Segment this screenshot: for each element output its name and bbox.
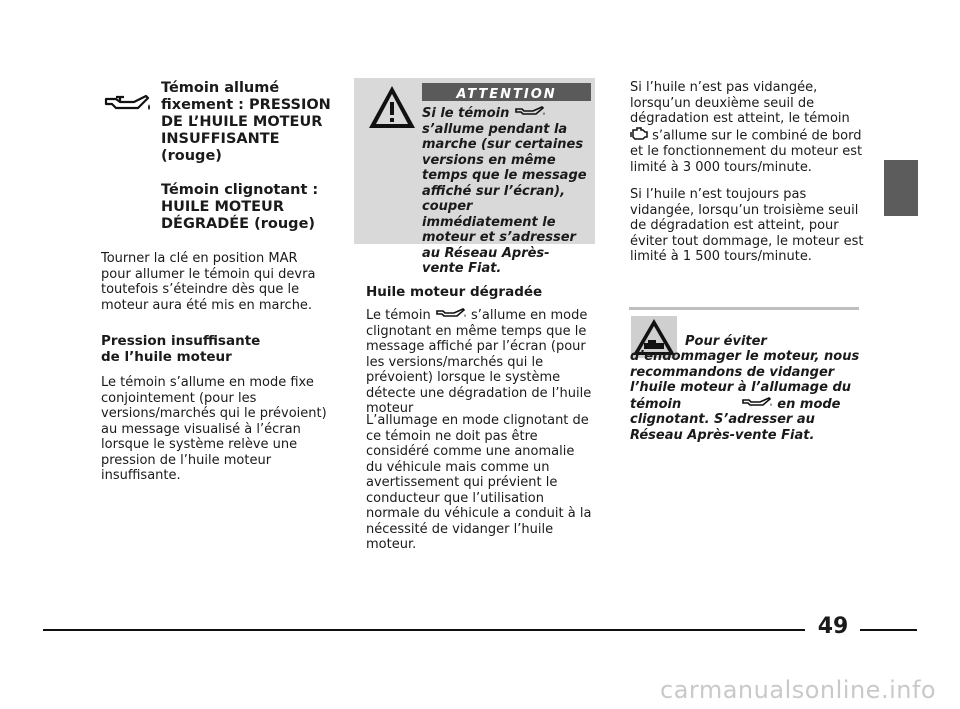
note-text-part1: Pour éviter d’endommager le moteur, nous recommandons de vidanger l’huile moteur à l’allumage du témoin <box>630 333 860 412</box>
attention-text-part1: Si le témoin <box>422 105 510 121</box>
blinking-light-heading: Témoin clignotant : HUILE MOTEUR DÉGRADÉE (rouge) <box>161 182 319 232</box>
second-threshold-paragraph <box>630 80 866 175</box>
attention-banner <box>422 83 591 101</box>
attention-label: ATTENTION <box>456 87 557 102</box>
degraded-oil-part1: Le témoin <box>366 307 431 323</box>
footer-rule-left <box>43 629 805 631</box>
page-number: 49 <box>817 614 849 639</box>
attention-text-part2: s’allume pendant la marche (sur certaines versions en même temps que le message affiché sur l’écran), couper immédiatement le moteur et s’adresser au Réseau Après-vente Fiat. <box>422 121 587 276</box>
second-threshold-part2: s’allume sur le combiné de bord et le fonctionnement du moteur est limité à 3 000 tours/minute. <box>630 127 863 175</box>
oil-can-icon <box>686 396 773 413</box>
intro-paragraph: Tourner la clé en position MAR pour allumer le témoin qui devra toutefois s’éteindre dès que le moteur aura été mis en marche. <box>101 251 316 313</box>
footer-rule-right <box>860 629 917 631</box>
section-tab <box>884 160 918 216</box>
attention-box <box>354 78 595 276</box>
oil-warning-light-icon <box>102 90 152 116</box>
note-text <box>630 318 862 443</box>
degraded-oil-heading: Huile moteur dégradée <box>366 284 543 300</box>
note-text-part2: en mode clignotant. S’adresser au Réseau Après-vente Fiat. <box>630 396 841 443</box>
oil-can-icon <box>435 307 467 324</box>
low-pressure-paragraph: Le témoin s’allume en mode fixe conjointement (pour les versions/marchés qui le prévoient) au message visualisé à l’écran lorsque le système relève une pression de l’huile moteur insuffisante. <box>101 375 327 483</box>
watermark: carmanualsonline.info <box>660 676 937 704</box>
second-threshold-part1: Si l’huile n’est pas vidangée, lorsqu’un deuxième seuil de dégradation est atteint, le témoin <box>630 80 850 126</box>
steady-light-heading: Témoin allumé fixement : PRESSION DE L’HUILE MOTEUR INSUFFISANTE (rouge) <box>161 80 331 164</box>
third-threshold-paragraph: Si l’huile n’est toujours pas vidangée, lorsqu’un troisième seuil de dégradation est atteint, pour éviter tout dommage, le moteur est limité à 1 500 tours/minute. <box>630 187 864 264</box>
note-divider <box>629 307 859 310</box>
blinking-explanation-paragraph: L’allumage en mode clignotant de ce témoin ne doit pas être considéré comme une anomalie du véhicule mais comme un avertissement qui prévient le conducteur que l’utilisation normale du véhicule a conduit à la nécessité de vidanger l’huile moteur. <box>366 413 592 552</box>
degraded-oil-paragraph <box>366 307 592 417</box>
degraded-oil-part2: s’allume en mode clignotant en même temps que le message affiché par l’écran (pour les versions/marchés qui le prévoient) lorsque le système détecte une dégradation de l’huile moteur <box>366 307 592 416</box>
oil-can-icon <box>514 105 546 122</box>
low-pressure-heading: Pression insuffisante de l’huile moteur <box>101 333 261 365</box>
attention-text <box>366 105 591 277</box>
engine-icon <box>630 127 648 145</box>
